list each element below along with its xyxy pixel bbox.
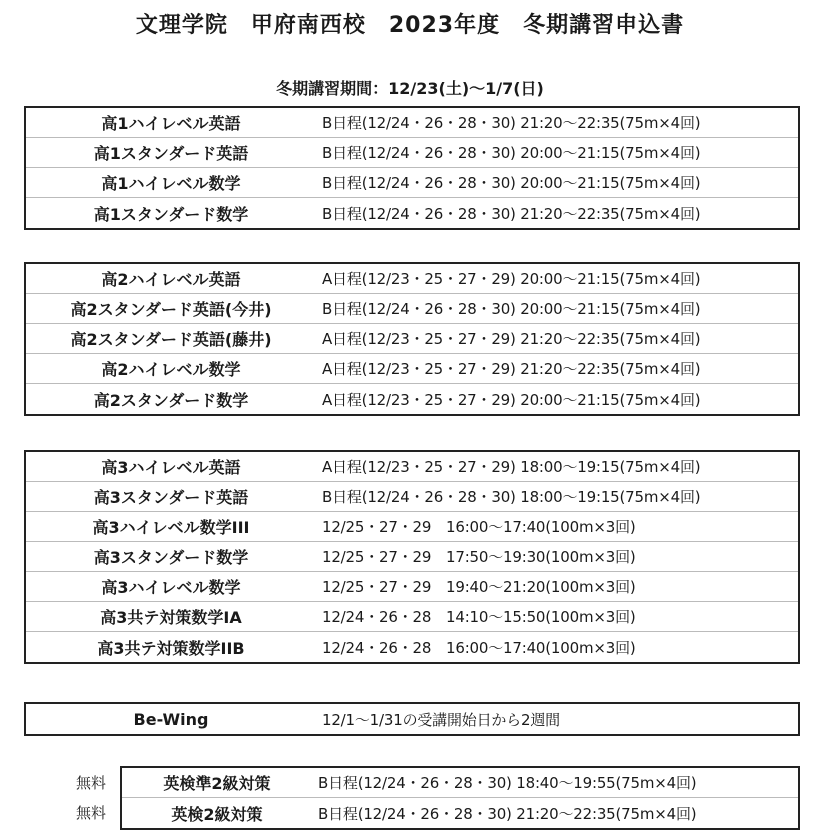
course-name: 高3スタンダード数学 (93, 548, 249, 567)
course-name: 高3共テ対策数学IA (100, 608, 242, 627)
grade2-course-table (24, 262, 800, 416)
course-name: 英検2級対策 (171, 804, 263, 824)
grade3-course-table (24, 450, 800, 664)
eiken-course-table (120, 766, 800, 830)
course-name: 高2ハイレベル英語 (101, 270, 241, 289)
course-schedule: A日程(12/23・25・27・29) 21:20～22:35(75m×4回) (322, 330, 701, 348)
course-name: 高3ハイレベル数学III (92, 518, 250, 537)
table-row (26, 602, 798, 632)
table-row (26, 632, 798, 662)
course-name: 英検準2級対策 (163, 774, 271, 793)
course-name: 高1スタンダード数学 (93, 204, 249, 224)
table-row (26, 384, 798, 414)
course-schedule: B日程(12/24・26・28・30) 20:00～21:15(75m×4回) (322, 300, 701, 318)
course-name: 高2ハイレベル数学 (101, 360, 241, 379)
table-row (26, 138, 798, 168)
table-row (26, 512, 798, 542)
course-name: 高2スタンダード数学 (93, 390, 249, 410)
course-name: 高1ハイレベル英語 (101, 114, 241, 133)
course-schedule: 12/1～1/31の受講開始日から2週間 (322, 710, 560, 729)
course-schedule: 12/24・26・28 14:10～15:50(100m×3回) (322, 608, 636, 626)
table-row (26, 294, 798, 324)
table-row (26, 198, 798, 228)
course-schedule: 12/24・26・28 16:00～17:40(100m×3回) (322, 638, 636, 657)
course-schedule: 12/25・27・29 17:50～19:30(100m×3回) (322, 548, 636, 566)
course-name: 高3ハイレベル英語 (101, 458, 241, 477)
course-schedule: B日程(12/24・26・28・30) 21:20～22:35(75m×4回) (322, 204, 701, 223)
table-row (26, 168, 798, 198)
course-period: 冬期講習期間：12/23(土)～1/7(日) (276, 79, 544, 98)
course-schedule: A日程(12/23・25・27・29) 20:00～21:15(75m×4回) (322, 390, 701, 409)
course-name: 高3ハイレベル数学 (101, 578, 241, 597)
table-row (26, 108, 798, 138)
course-name: 高1スタンダード英語 (93, 144, 249, 163)
course-schedule: A日程(12/23・25・27・29) 20:00～21:15(75m×4回) (322, 270, 701, 288)
course-name: 高2スタンダード英語(今井) (70, 300, 272, 319)
course-schedule: A日程(12/23・25・27・29) 18:00～19:15(75m×4回) (322, 458, 701, 476)
document-title: 文理学院 甲府南西校 2023年度 冬期講習申込書 (135, 13, 685, 38)
table-row (26, 482, 798, 512)
course-schedule: B日程(12/24・26・28・30) 21:20～22:35(75m×4回) (318, 804, 697, 823)
table-row (26, 264, 798, 294)
free-label: 無料 (76, 804, 107, 822)
course-schedule: B日程(12/24・26・28・30) 20:00～21:15(75m×4回) (322, 144, 701, 162)
table-row (26, 324, 798, 354)
course-schedule: B日程(12/24・26・28・30) 18:00～19:15(75m×4回) (322, 488, 701, 506)
table-row (26, 354, 798, 384)
bewing-table (24, 702, 800, 736)
course-schedule: A日程(12/23・25・27・29) 21:20～22:35(75m×4回) (322, 360, 701, 378)
course-schedule: B日程(12/24・26・28・30) 21:20～22:35(75m×4回) (322, 114, 701, 132)
table-row (122, 798, 798, 828)
table-row (26, 452, 798, 482)
table-row (26, 704, 798, 734)
course-schedule: 12/25・27・29 19:40～21:20(100m×3回) (322, 578, 636, 596)
course-name: 高2スタンダード英語(藤井) (70, 330, 272, 349)
course-schedule: B日程(12/24・26・28・30) 18:40～19:55(75m×4回) (318, 774, 697, 792)
course-name: 高3スタンダード英語 (93, 488, 249, 507)
free-label: 無料 (76, 774, 107, 792)
table-row (26, 542, 798, 572)
course-name: 高3共テ対策数学IIB (97, 638, 245, 658)
course-schedule: 12/25・27・29 16:00～17:40(100m×3回) (322, 518, 636, 536)
table-row (122, 768, 798, 798)
course-name: Be-Wing (133, 709, 209, 729)
course-name: 高1ハイレベル数学 (101, 174, 241, 193)
table-row (26, 572, 798, 602)
course-schedule: B日程(12/24・26・28・30) 20:00～21:15(75m×4回) (322, 174, 701, 192)
grade1-course-table (24, 106, 800, 230)
